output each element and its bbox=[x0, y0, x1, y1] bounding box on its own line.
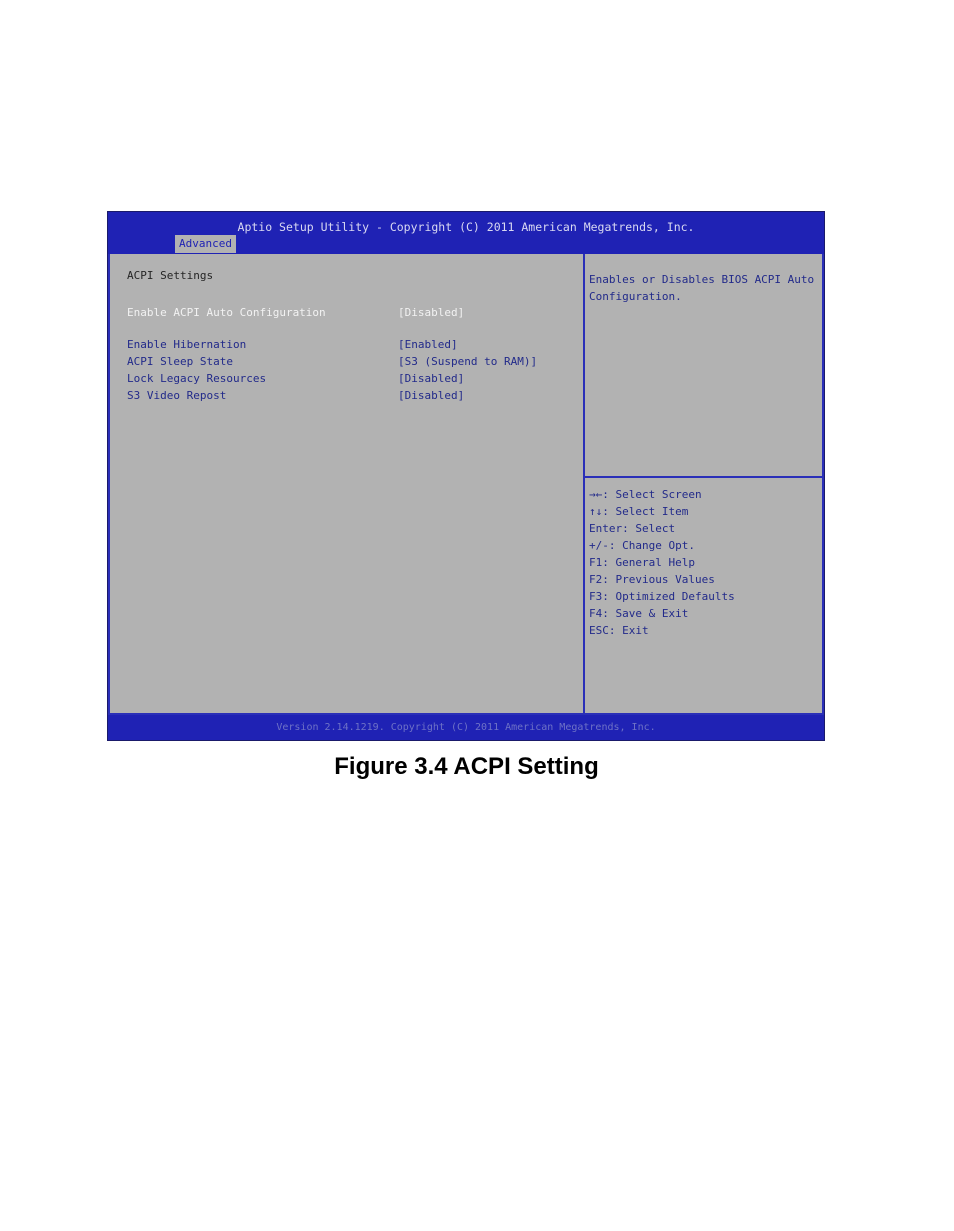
key-hint-general-help: F1: General Help bbox=[589, 556, 695, 569]
setting-enable-hibernation[interactable] bbox=[127, 338, 567, 354]
key-hint-previous-values: F2: Previous Values bbox=[589, 573, 715, 586]
setting-label: Lock Legacy Resources bbox=[127, 372, 267, 385]
vertical-divider bbox=[583, 254, 585, 715]
bios-screen bbox=[107, 211, 825, 741]
key-legend bbox=[589, 486, 817, 639]
key-hint-escape-exit: ESC: Exit bbox=[589, 624, 649, 637]
key-hint-select-item: ↑↓: Select Item bbox=[589, 505, 689, 518]
main-frame bbox=[108, 254, 824, 715]
key-hint-optimized-defaults: F3: Optimized Defaults bbox=[589, 590, 735, 603]
help-description: Enables or Disables BIOS ACPI Auto Configuration. bbox=[589, 273, 815, 303]
setting-value[interactable]: [Disabled] bbox=[398, 389, 465, 402]
figure-caption: Figure 3.4 ACPI Setting bbox=[334, 753, 599, 780]
setting-acpi-auto-configuration[interactable] bbox=[127, 306, 567, 322]
key-hint-save-exit: F4: Save & Exit bbox=[589, 607, 689, 620]
bios-title: Aptio Setup Utility - Copyright (C) 2011 American Megatrends, Inc. bbox=[237, 220, 695, 234]
setting-s3-video-repost[interactable] bbox=[127, 389, 567, 405]
section-title: ACPI Settings bbox=[127, 269, 214, 282]
key-hint-change-option: +/-: Change Opt. bbox=[589, 539, 695, 552]
footer-version-text: Version 2.14.1219. Copyright (C) 2011 American Megatrends, Inc. bbox=[276, 722, 656, 733]
tab-advanced[interactable]: Advanced bbox=[175, 235, 236, 253]
setting-value[interactable]: [S3 (Suspend to RAM)] bbox=[398, 355, 538, 368]
bios-header bbox=[108, 212, 824, 254]
setting-label: Enable ACPI Auto Configuration bbox=[127, 306, 326, 319]
setting-value[interactable]: [Enabled] bbox=[398, 338, 458, 351]
setting-label: ACPI Sleep State bbox=[127, 355, 233, 368]
setting-value[interactable]: [Disabled] bbox=[398, 306, 465, 319]
key-hint-select-screen: →←: Select Screen bbox=[589, 488, 702, 501]
key-hint-enter: Enter: Select bbox=[589, 522, 676, 535]
setting-acpi-sleep-state[interactable] bbox=[127, 355, 567, 371]
bios-footer bbox=[108, 715, 824, 740]
setting-label: S3 Video Repost bbox=[127, 389, 227, 402]
setting-label: Enable Hibernation bbox=[127, 338, 247, 351]
setting-lock-legacy-resources[interactable] bbox=[127, 372, 567, 388]
horizontal-divider bbox=[585, 476, 822, 478]
setting-value[interactable]: [Disabled] bbox=[398, 372, 465, 385]
